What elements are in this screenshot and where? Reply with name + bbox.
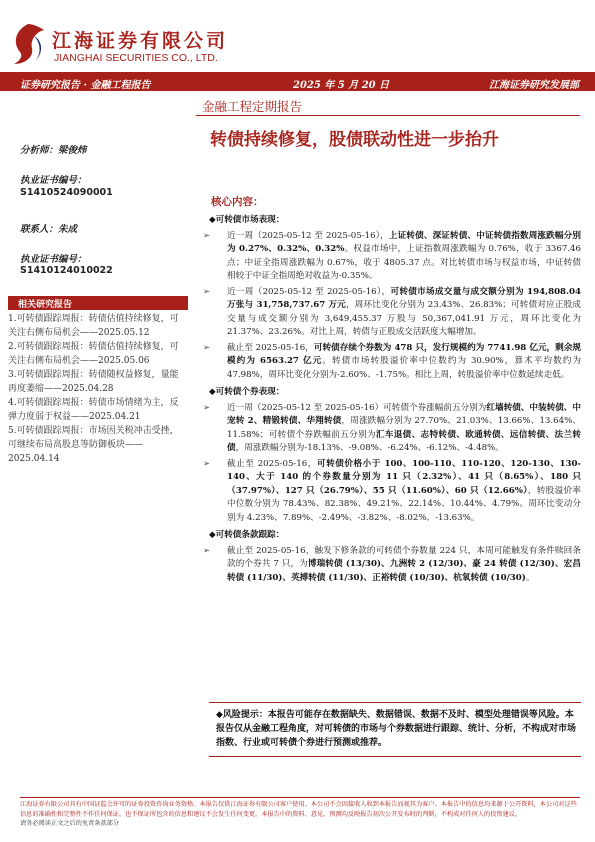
risk-warning: ◆风险提示：本报告可能存在数据缺失、数据错误、数据不及时、模型处理错误等风险。本报告仅从金融工程角度，对可转债的市场与个券数据进行跟踪、统计、分析，不构成对市场指数、行业或可转债个券进行预测或推荐。 xyxy=(216,710,577,748)
arrow-bullet-icon: ➢ xyxy=(203,402,211,413)
section-heading: ◆可转债条款跟踪： xyxy=(209,530,285,540)
doc-type: 金融工程定期报告 xyxy=(202,99,303,114)
text: 。转债市场转股溢价率中位数约为 30.90%，算术平均数约为 47.98%，周环比变化分别为-2.60%、-1.75%。相比上周，转股溢价率中位数延续走低。 xyxy=(227,356,581,380)
footer-notice: 请务必阅读正文之后的免责条款部分 xyxy=(20,820,119,827)
highlight-text: 可转债市场成交量与成交额分别为 194,808.04 万张与 31,758,737.67 万元 xyxy=(227,286,581,310)
related-research-heading: 相关研究报告 xyxy=(8,296,188,310)
analyst-1-cert: S1410524090001 xyxy=(20,187,113,198)
text: 近一周（2025-05-12 至 2025-05-16） xyxy=(227,402,384,413)
cert-label: 执业证书编号： xyxy=(20,175,87,186)
core-content-heading: 核心内容： xyxy=(211,196,264,208)
text: 截止至 2025-05-16，触发下修条款的可转债个券数量 224 只，本周可能触发有条件赎回条款的个券共 7 只，为 xyxy=(227,545,581,569)
footer-divider xyxy=(20,797,580,798)
core-content xyxy=(203,210,581,585)
text: 可转债个券涨幅前五分别为 xyxy=(383,402,487,413)
page-title: 转债持续修复，股债联动性进一步抬升 xyxy=(210,130,499,150)
list-item[interactable]: 2.可转债跟踪周报：转债估值持续修复，可关注右侧布局机会——2025.05.06 xyxy=(8,342,179,366)
analyst-role-label: 联系人： xyxy=(20,224,59,235)
highlight-text: 红墙转债、中装转债、中宠转 2、精锻转债、华翔转债 xyxy=(227,402,581,426)
company-name-cn: 江海证券有限公司 xyxy=(52,30,229,52)
highlight-text: 博瑞转债 (13/30)、九洲转 2 (12/30)、豪 24 转债 (12/30)、宏昌转债 (11/30)、英搏转债 (11/30)、正裕转债 (10/30)、杭氧转债 (10/30) xyxy=(227,559,581,583)
paragraph xyxy=(203,458,581,526)
text: 。权益市场中，上证指数周涨跌幅为 0.76%，收于 3367.46 点；中证全指周涨跌幅为 0.67%，收于 4805.37 点。对比转债市场与权益市场，中证转债相较于中证全指周绝对收益为-0.35%。 xyxy=(227,244,581,281)
report-department: 江海证券研究发展部 xyxy=(489,80,579,91)
highlight-text: 上证转债、深证转债、中证转债指数周涨跌幅分别为 0.27%、0.32%、0.32% xyxy=(227,230,581,254)
arrow-bullet-icon: ➢ xyxy=(203,545,211,556)
list-item[interactable]: 5.可转债跟踪周报：市场因关税冲击受挫，可继续布局高股息等防御板块——2025.04.14 xyxy=(8,426,179,464)
footer-disclaimer: 江海证券有限公司具有中国证监会许可的证券投资咨询业务资格。本报告仅供江海证券有限公司客户使用。本公司不会因接收人收到本报告而视其为客户。本报告中的信息均来源于公开资料，本公司对这些信息的准确性和完整性不作任何保证，也不保证所包含的信息和建议不会发生任何变更。本报告中的资料、意见、预测均反映报告初次公开发布时的判断，不构成对任何人的投资建议。 xyxy=(20,801,577,818)
paragraph xyxy=(203,545,581,586)
risk-divider-bottom xyxy=(209,756,581,757)
text: ，周环比变化分别为 23.43%、26.83%；可转债对应正股成交量与成交额分别为 3,649,455.37 万股与 50,367,041.91 万元，周环比变化为 21.37%、23.26%。对比上周，转债与正股成交活跃度大幅增加。 xyxy=(227,300,581,337)
list-item[interactable]: 4.可转债跟踪周报：转债市场情绪为主，反弹力度弱于权益——2025.04.21 xyxy=(8,398,179,422)
analyst-name: 朱成 xyxy=(58,224,78,235)
report-header-bar xyxy=(0,72,595,91)
analyst-name: 梁俊炜 xyxy=(58,145,87,156)
report-date: 2025 年 5 月 20 日 xyxy=(293,80,390,91)
cert-label: 执业证书编号： xyxy=(20,254,87,265)
text: ，周涨跌幅分别为 27.70%、21.03%、13.66%、13.64%、11.58%；可转债个券跌幅前五分别为 xyxy=(227,416,581,440)
highlight-text: 可转债存续个券数为 478 只，发行规模约为 7741.98 亿元，剩余规模约为 6563.27 亿元 xyxy=(227,342,581,366)
arrow-bullet-icon: ➢ xyxy=(203,230,211,241)
arrow-bullet-icon: ➢ xyxy=(203,458,211,469)
footer xyxy=(20,800,580,829)
company-logo-icon xyxy=(8,22,48,66)
related-research-list xyxy=(8,312,186,466)
analyst-1 xyxy=(20,142,87,156)
doc-type-divider xyxy=(196,115,580,116)
paragraph xyxy=(203,230,581,284)
text: 截止至 2025-05-16， xyxy=(227,458,317,469)
text: 近一周（2025-05-12 至 2025-05-16）， xyxy=(227,286,391,297)
section-heading: ◆可转债个券表现： xyxy=(209,387,285,397)
text: 截止至 2025-05-16， xyxy=(227,342,314,353)
company-name-en: JIANGHAI SECURITIES CO., LTD. xyxy=(54,52,218,64)
paragraph xyxy=(203,402,581,456)
section-heading: ◆可转债市场表现： xyxy=(209,215,285,225)
analyst-2-cert: S1410124010022 xyxy=(20,265,113,276)
highlight-text: 汇车退债、志特转债、欧通转债、远信转债、法兰转债 xyxy=(227,429,581,453)
paragraph xyxy=(203,286,581,340)
text: 。 xyxy=(525,572,535,583)
analyst-2-cert-label xyxy=(20,251,87,265)
arrow-bullet-icon: ➢ xyxy=(203,286,211,297)
arrow-bullet-icon: ➢ xyxy=(203,342,211,353)
text: ，周涨跌幅分别为-18.13%、-9.08%、-6.24%、-6.12%、-4.48%。 xyxy=(235,443,504,453)
list-item[interactable]: 3.可转债跟踪周报：转债随权益修复，量能再度萎缩——2025.04.28 xyxy=(8,370,179,394)
highlight-text: 可转债价格小于 100、100-110、110-120、120-130、130-140、大于 140 的个券数量分别为 11 只（2.32%）、41 只（8.65%）、180 只（37.97%）、127 只（26.79%）、55 只（11.60%）、60 只（12.66%） xyxy=(227,458,581,496)
list-item[interactable]: 1.可转债跟踪周报：转债估值持续修复，可关注右侧布局机会——2025.05.12 xyxy=(8,314,179,338)
report-category: 证券研究报告 · 金融工程报告 xyxy=(20,80,151,91)
paragraph xyxy=(203,342,581,383)
text: 近一周（2025-05-12 至 2025-05-16）， xyxy=(227,230,389,241)
analyst-1-cert-label xyxy=(20,172,87,186)
analyst-role-label: 分析师： xyxy=(20,145,59,156)
risk-divider-top xyxy=(209,702,581,703)
analyst-2 xyxy=(20,221,77,235)
text: ，转股溢价率中位数分别为 78.43%、82.38%、49.21%、22.14%、10.44%、4.79%。周环比变动分别为 4.23%、7.89%、-2.49%、-3.82%、-8.02%、-13.63%。 xyxy=(227,485,581,523)
